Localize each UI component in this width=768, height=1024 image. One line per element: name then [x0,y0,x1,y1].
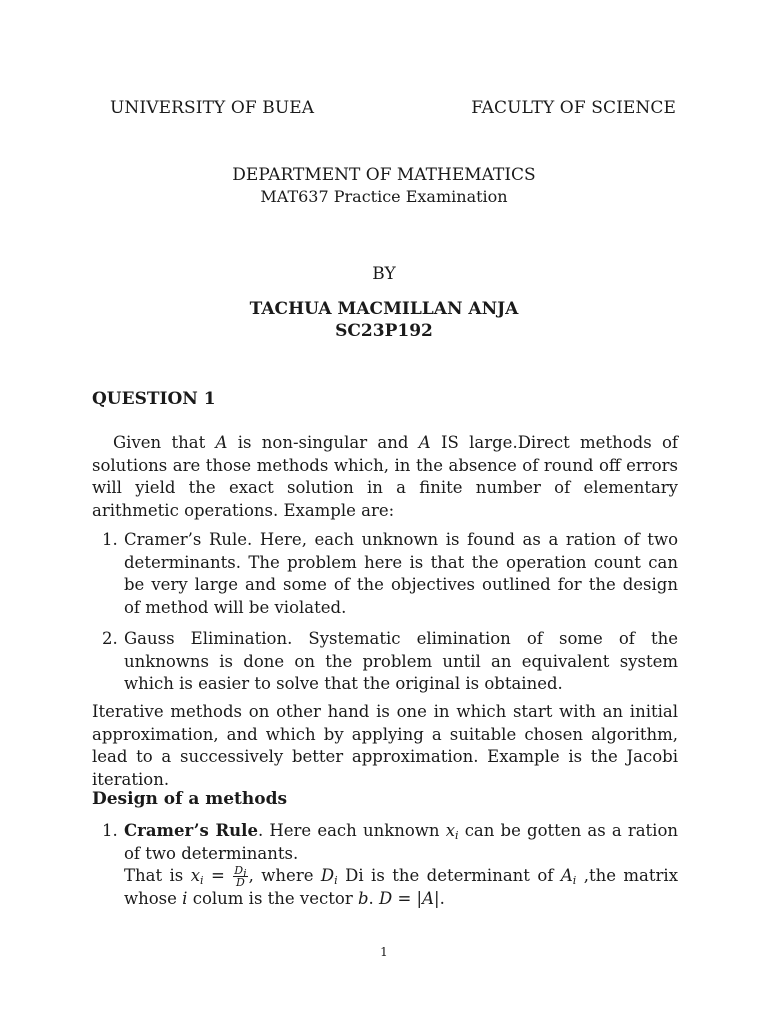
faculty-name: FACULTY OF SCIENCE [471,98,676,118]
direct-methods-list [92,529,678,696]
text-fragment: ,the matrix whose [124,866,678,908]
list-item [92,529,678,619]
intro-text-2: is non-singular and [227,433,419,452]
fraction-denominator: D [236,876,245,889]
text-fragment: That is [124,866,191,885]
matrix-a-symbol: A [215,433,228,452]
section-title: Design of a methods [92,789,288,809]
text-fragment: Di is the determinant of [337,866,561,885]
text-fragment: can be gotten as a ration of two determinants. [124,821,679,863]
math-subscript: i [455,829,459,842]
intro-text-3: IS large.Direct methods of solutions are those methods which, in the absence of round off errors will yield the exact solution in a finite number of elementary arithmetic operations. Example are: [92,433,679,520]
design-methods-list [92,820,678,911]
university-name: UNIVERSITY OF BUEA [110,98,315,118]
math-symbol: x [445,821,455,840]
math-subscript: i [243,867,247,880]
math-symbol: D [234,864,244,877]
list-item-text: Gauss Elimination. Systematic elimination of some of the unknowns is done on the problem until an equivalent system which is easier to solve that the original is obtained. [124,629,678,693]
list-number: 1. [102,530,118,549]
by-label: BY [372,264,396,284]
list-item [92,820,678,911]
page-number: 1 [380,945,388,959]
math-subscript: i [200,874,204,887]
text-fragment: colum is the vector [187,889,358,908]
intro-paragraph [92,432,678,522]
math-subscript: i [334,874,338,887]
math-symbol: b [357,889,369,908]
text-fragment: , where [248,866,321,885]
determinant-formula: D = |A| [379,889,440,908]
math-symbol: x [190,866,201,885]
math-subscript: i [572,874,577,887]
iterative-methods-paragraph: Iterative methods on other hand is one in which start with an initial approximation, and which by applying a suitable chosen algorithm, lead to a successively better approximation. Example is the Jacobi iteration. [92,702,678,789]
text-fragment: . [368,889,380,908]
author-name: TACHUA MACMILLAN ANJA [249,299,519,319]
math-symbol: D [320,866,335,885]
list-number: 2. [102,629,118,648]
list-item [92,628,678,696]
fraction [233,865,247,888]
department-name: DEPARTMENT OF MATHEMATICS [232,165,536,185]
question-title: QUESTION 1 [92,389,216,409]
intro-text-1: Given that [113,433,216,452]
list-number: 1. [102,821,118,840]
text-fragment: . Here each unknown [257,821,446,840]
math-symbol: i [182,889,188,908]
matrix-a-symbol: A [418,433,431,452]
text-fragment: . [439,889,445,908]
math-symbol: A [560,866,573,885]
list-item-text: Cramer’s Rule. Here, each unknown is found as a ration of two determinants. The problem here is that the operation count can be very large and some of the objectives outlined for the design of method will be violated. [124,530,678,617]
method-heading: Cramer’s Rule [124,821,258,840]
registration-number: SC23P192 [335,321,433,341]
exam-title: MAT637 Practice Examination [260,187,508,206]
equals-sign: = [203,866,233,885]
